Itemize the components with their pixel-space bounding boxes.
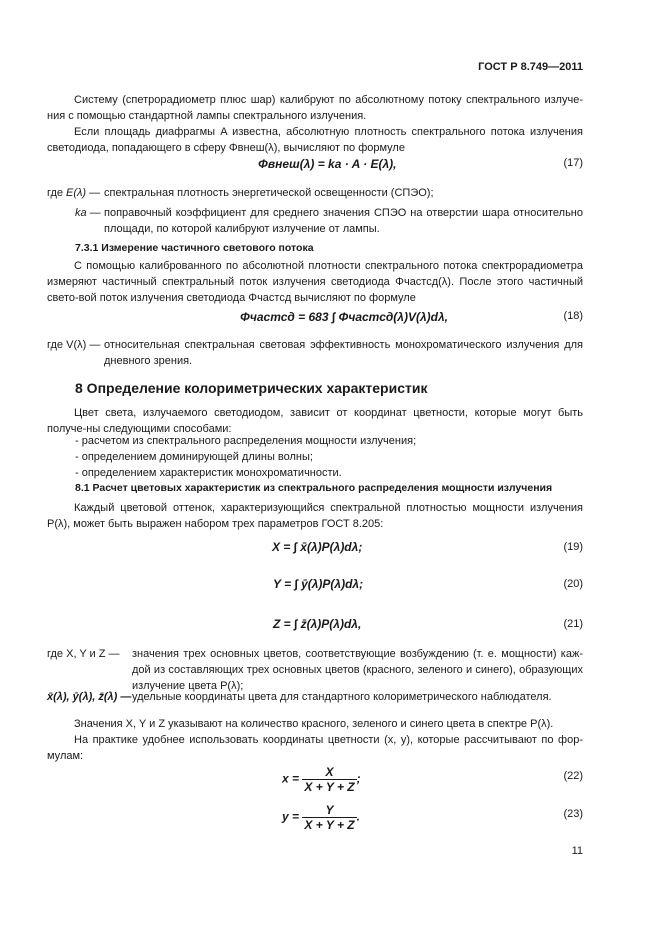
equation-19-number: (19) [563,541,583,553]
paragraph-tristimulus: Каждый цветовой оттенок, характеризующийся спектральной плотностью мощности излучения P(λ), может быть выражен набором трех параметров ГОСТ 8.205: [47,502,583,530]
equation-18: Φчастсд = 683 ∫ Φчастсд(λ)V(λ)dλ, [240,310,448,324]
equation-22-tail: ; [356,771,361,786]
equation-20-number: (20) [563,578,583,590]
paragraph-calibration: Систему (спетрорадиометр плюс шар) калибруют по абсолютному потоку спектрального излуче-ния с помощью стандартной лампы спектрального излучения. [47,94,583,122]
defs17-intro: где [47,187,64,199]
paragraph-color: Цвет света, излучаемого светодиодом, зависит от координат цветности, которые могут быть получе-ны следующими способами: [47,407,583,435]
section-8-1-title: 8.1 Расчет цветовых характеристик из спектрального распределения мощности излучения [75,482,553,494]
equation-22-numerator: X [302,765,356,780]
defs17-symbol-1: ka — [75,207,101,219]
defs21-symbol-0: где X, Y и Z — [47,648,120,660]
equation-22-number: (22) [563,770,583,782]
defs17-symbol-0: E(λ) — [66,187,101,199]
equation-23 [282,803,360,832]
equation-22-fraction [302,765,356,794]
page-number: 11 [571,845,583,857]
bullet-item: - определением характеристик монохроматичности. [75,467,342,479]
paragraph-partial-flux: С помощью калиброванного по абсолютной плотности спектрального потока спектрорадиометра измеряют частичный спектральный поток излучения светодиода Φчастсд(λ). После этого частичный свето-вой поток излучения светодиода Φчастсд вычисляют по формуле [47,260,583,304]
equation-23-denominator: X + Y + Z [304,818,355,832]
equation-17-number: (17) [563,157,583,169]
defs17-text-1: поправочный коэффициент для среднего значения СПЭО на отверстии шара относительно площади, по которой калибруют излучение от лампы. [104,207,583,235]
equation-23-number: (23) [563,808,583,820]
defs21-symbol-1: x̄(λ), ȳ(λ), z̄(λ) — [47,691,132,703]
equation-21: Z = ∫ z̄(λ)P(λ)dλ, [273,617,362,631]
section-7-3-1-title: 7.3.1 Измерение частичного светового потока [75,242,314,254]
defs18-text: относительная спектральная световая эффективность монохроматического излучения для дневного зрения. [104,339,583,367]
equation-21-number: (21) [563,618,583,630]
bullet-item: - определением доминирующей длины волны; [75,451,313,463]
equation-22-denominator: X + Y + Z [304,780,355,794]
equation-19: X = ∫ x̄(λ)P(λ)dλ; [272,540,363,554]
paragraph-xyz-meaning: Значения X, Y и Z указывают на количество красного, зеленого и синего цвета в спектре P(λ). [74,718,554,730]
equation-23-numerator: Y [302,803,356,818]
equation-22 [282,765,361,794]
equation-23-lhs: y = [282,809,300,824]
bullet-item: - расчетом из спектрального распределения мощности излучения; [75,435,417,447]
equation-22-lhs: x = [282,771,300,786]
paragraph-chromaticity: На практике удобнее использовать координаты цветности (x, y), которые рассчитывают по фор-мулам: [47,734,583,762]
equation-20: Y = ∫ ȳ(λ)P(λ)dλ; [273,577,364,591]
equation-23-fraction [302,803,356,832]
equation-23-tail: . [356,809,360,824]
equation-18-number: (18) [563,310,583,322]
defs18-symbol: где V(λ) — [47,339,101,351]
paragraph-aperture: Если площадь диафрагмы A известна, абсолютную плотность спектрального потока излучения светодиода, попадающего в сферу Φвнеш(λ), вычисляют по формуле [47,126,583,154]
section-8-title: 8 Определение колориметрических характеристик [75,380,428,396]
defs21-text-1: удельные координаты цвета для стандартного колориметрического наблюдателя. [132,691,552,703]
document-header: ГОСТ Р 8.749—2011 [478,61,583,73]
defs21-text-0: значения трех основных цветов, соответствующие возбуждению (т. е. мощности) каж-дой из составляющих трех основных цветов (красного, зеленого и синего), образующих излучение цвета P(λ); [132,648,583,692]
equation-17: Φвнеш(λ) = ka · A · E(λ), [258,157,397,171]
defs17-text-0: спектральная плотность энергетической освещенности (СПЭО); [104,187,434,199]
